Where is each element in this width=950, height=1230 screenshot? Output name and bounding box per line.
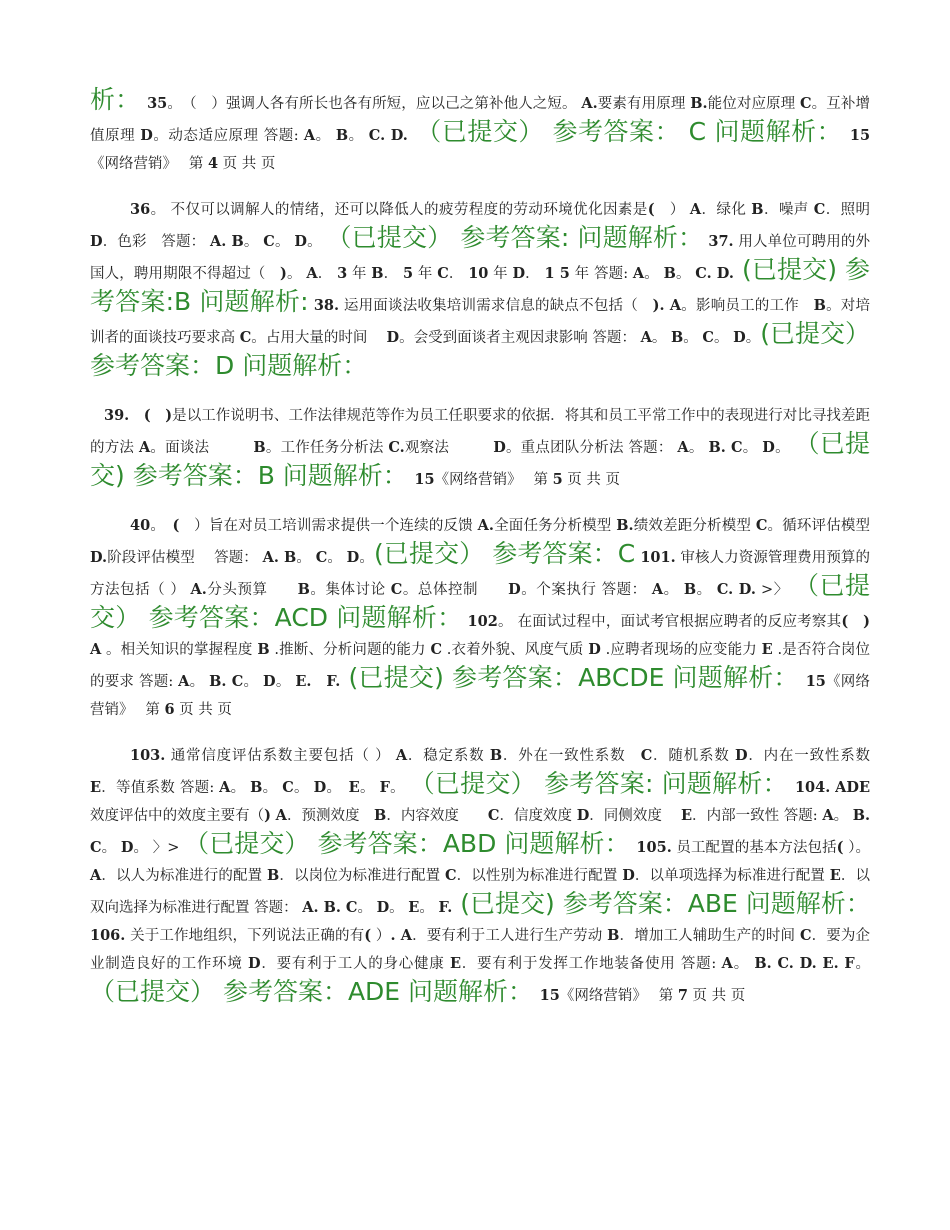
body-text: 。动态适应原理 答题: [152,128,304,144]
body-text: ．以单项选择为标准进行配置 [634,868,830,884]
body-text: ．照明 [825,202,871,218]
bold-text: A [90,867,102,884]
body-text [395,472,414,488]
bold-text: D [588,641,601,658]
bold-text: A [822,807,834,824]
question-paragraph [90,196,870,384]
bold-text: B. [690,95,708,112]
body-text: ．预测效度 [286,808,375,824]
bold-text: B [671,329,684,346]
body-text: 。 [243,234,264,250]
bold-text: C [239,329,252,346]
bold-text: C [282,779,294,796]
bold-text: A. B. C [302,899,358,916]
question-paragraph [90,742,885,1010]
body-text: 。 [742,440,763,456]
bold-text: A [90,641,102,658]
bold-text: ). A [652,297,682,314]
bold-text: 6 [164,701,175,718]
answer-status-text: （已提交） 参考答案：ACD 问题解析： [90,571,871,632]
bold-text: D [376,899,390,916]
bold-text: A [689,201,702,218]
body-text: 。占用大量的时间 [251,330,387,346]
body-text: 。 [675,266,696,282]
bold-text: 15 [414,471,435,488]
bold-text: E [829,867,841,884]
body-text: ．以性别为标准进行配置 [456,868,623,884]
body-text: 《网络营销》 第 [90,674,871,718]
body-text: 。 [389,780,410,796]
body-text: ． [448,266,469,282]
body-text [786,674,806,690]
body-text: ） [371,928,391,944]
body-text: 。 [389,900,409,916]
bold-text: 1 5 [544,265,570,282]
bold-text: B [266,867,280,884]
bold-text: ( [172,517,180,534]
body-text: 年 [413,266,438,282]
body-text: 。 [150,518,173,534]
bold-text: B [663,265,676,282]
body-text: 。 [696,582,717,598]
body-text: 。 [833,808,853,824]
bold-text: 5 [552,471,563,488]
bold-text: C [702,329,714,346]
bold-text: D [248,955,261,972]
body-text [617,840,636,856]
bold-text: A [721,955,733,972]
bold-text: ) [280,265,287,282]
question-paragraph [90,86,870,178]
bold-text: . A [390,927,412,944]
bold-text: D [493,439,506,456]
answer-status-text: （已提交） 参考答案: 问题解析： [326,223,704,252]
body-text: 。 [262,780,283,796]
bold-text: E [90,779,102,796]
body-text: 。 [774,440,795,456]
body-text: ．要有利于发挥工作地装备使用 答题: [461,956,722,972]
body-text: 是以工作说明书、工作法律规范等作为员工任职要求的依据．将其和员工平常工作中的表现进行对比寻找差距的方法 [90,408,870,456]
body-text: 。 [189,674,210,690]
bold-text: D [294,233,307,250]
body-text: 绩效差距分析模型 [633,518,756,534]
answer-status-text: (已提交) 参考答案:B 问题解析: [90,255,871,316]
bold-text: A. [581,95,598,112]
body-text: ． [525,266,545,282]
body-text: 《网络营销》 第 [434,472,553,488]
body-text: 。互补增值原理 [90,96,871,144]
body-text: ．要为企业制造良好的工作环境 [90,928,871,972]
body-text: 。 [357,900,377,916]
bold-text: A [178,673,190,690]
bold-text: 106. [90,927,126,944]
body-text: >〉 [755,582,794,598]
bold-text: ( [364,927,372,944]
body-text: ．增加工人辅助生产的时间 [619,928,800,944]
body-text: 《网络营销》 第 [90,156,208,172]
body-text: 运用面谈法收集培训需求信息的缺点不包括（ [339,298,653,314]
body-text: 。 [359,780,380,796]
bold-text: 36 [130,201,151,218]
body-text: ．绿化 [701,202,752,218]
bold-text: E [348,779,360,796]
body-text: 。 [296,550,316,566]
bold-text: D [733,329,746,346]
body-text: .是否符合岗位的要求 答题: [90,642,871,690]
question-paragraph [90,512,870,724]
bold-text: ) [863,613,870,630]
bold-text: F. [438,899,453,916]
bold-text: C [799,927,812,944]
bold-text: A [640,329,652,346]
document-page [90,85,885,1010]
body-text: 页 共 页 [174,702,232,718]
body-text: 。 [274,234,295,250]
bold-text: B. [616,517,634,534]
body-text: 。 不仅可以调解人的情绪，还可以降低人的疲劳程度的劳动环境优化因素是 [150,202,648,218]
answer-status-text: 析： [90,85,128,114]
bold-text: B [489,747,503,764]
answer-status-text: (已提交） 参考答案：C [373,539,636,568]
body-text: ．同侧效度 [589,808,681,824]
bold-text: C [755,517,768,534]
body-text: ．随机系数 [652,748,735,764]
body-text: .衣着外貌、风度气质 [442,642,589,658]
body-text: 要素有用原理 [597,96,691,112]
answer-status-text: （已提交） 参考答案：ABD 问题解析： [184,829,618,858]
body-text: 。 [359,550,374,566]
body-text: 。 〉> [133,840,185,856]
body-text: 。 [327,550,347,566]
bold-text: 4 [207,155,219,172]
body-text: ．稳定系数 [407,748,490,764]
body-text: 《网络营销》 第 [559,988,678,1004]
body-text: 全面任务分析模型 [493,518,617,534]
body-text: 效度评估中的效度主要有（ [90,808,265,824]
bold-text: D [622,867,635,884]
bold-text: A [632,265,645,282]
bold-text: 15 [849,127,871,144]
body-text: 能位对应原理 [707,96,801,112]
body-text: ． [383,266,404,282]
body-text: ．外在一致性系数 [502,748,641,764]
bold-text: E. F. [295,673,341,690]
bold-text: 101. [635,549,676,566]
body-text: 用人单位可聘用的外国人，聘用期限不得超过（ [90,234,870,282]
bold-text: ( [836,839,844,856]
body-text: 阶段评估模型 答题： [107,550,263,566]
body-text: 。 [306,234,327,250]
bold-text: A [306,265,318,282]
bold-text: C [800,95,812,112]
bold-text: A [219,779,231,796]
bold-text: B [374,807,387,824]
body-text: 关于工作地组织，下列说法正确的有 [125,928,365,944]
body-text: ．以双向选择为标准进行配置 答题： [90,868,871,916]
bold-text: ( [647,201,655,218]
bold-text: C. [388,439,405,456]
bold-text: A. B [262,549,297,566]
bold-text: C [640,747,653,764]
bold-text: D [140,127,153,144]
bold-text: B [257,641,270,658]
bold-text: 5 [403,265,414,282]
body-text: 。 [713,330,734,346]
body-text: 。 [651,330,671,346]
body-text [151,408,166,424]
body-text: 。 在面试过程中，面试考官根据应聘者的反应考察其 [497,614,842,630]
bold-text: B [335,127,349,144]
bold-text: 103. [130,747,166,764]
answer-status-text: (已提交) 参考答案：ABCDE 问题解析： [340,663,787,692]
bold-text: A [677,439,689,456]
body-text: ．以岗位为标准进行配置 [279,868,445,884]
body-text: ．要有利于工人进行生产劳动 [412,928,608,944]
body-text: ．噪声 [763,202,814,218]
bold-text: ) [264,807,272,824]
body-text: 。相关知识的掌握程度 [101,642,258,658]
bold-text: 105. [636,839,672,856]
body-text: 。 [644,266,664,282]
body-text: ．要有利于工人的身心健康 [260,956,450,972]
body-text: 。总体控制 [402,582,509,598]
body-text [128,96,147,112]
bold-text: D [346,549,360,566]
bold-text: A [138,439,151,456]
bold-text: C [263,233,275,250]
bold-text: 104. [794,779,831,796]
body-text: 。 [854,956,870,972]
body-text: 。 [243,674,264,690]
bold-text: B [607,927,620,944]
bold-text: C [813,201,826,218]
body-text: 。集体讨论 [309,582,391,598]
bold-text: A. B [210,233,244,250]
body-text: ．内容效度 [386,808,488,824]
bold-text: F [379,779,390,796]
body-text: 。 [293,780,314,796]
bold-text: B. C [708,439,743,456]
bold-text: D [90,233,103,250]
body-text: 。会受到面谈者主观因隶影响 答题： [399,330,641,346]
body-text: ．信度效度 [499,808,577,824]
body-text [858,900,873,916]
bold-text: D [508,581,521,598]
body-text: 页 共 页 [218,156,276,172]
bold-text: C [444,867,457,884]
bold-text: A. [477,517,494,534]
body-text: ．内在一致性系数 [747,748,885,764]
bold-text: 39. ( [104,407,151,424]
answer-status-text: （已提交） 参考答案: 问题解析： [409,769,776,798]
bold-text: 37. [703,233,734,250]
body-text [848,614,863,630]
bold-text: 15 [539,987,560,1004]
body-text: ． [317,266,338,282]
body-text: 页 共 页 [562,472,620,488]
body-text: 。 [732,956,755,972]
bold-text: 10 [468,265,489,282]
bold-text: D [313,779,327,796]
body-text: 。 [419,900,439,916]
body-text: 。循环评估模型 [767,518,871,534]
bold-text: D. [90,549,108,566]
bold-text: D [120,839,134,856]
body-text: 年 [347,266,372,282]
bold-text: B [253,439,266,456]
answer-status-text: (已提交） 参考答案：D 问题解析： [90,319,871,380]
body-text: 页 共 页 [687,988,746,1004]
bold-text: B [250,779,263,796]
bold-text: C [390,581,403,598]
bold-text: 15 [805,673,826,690]
body-text: 年 答题: [569,266,633,282]
body-text: 。 （ ）强调人各有所长也各有所短，应以己之第补他人之短。 [167,96,582,112]
body-text [830,128,850,144]
body-text: ）。 [843,840,871,856]
bold-text: A [395,747,408,764]
bold-text: E [680,807,693,824]
body-text: 。 [275,674,296,690]
body-text: 。 [688,440,709,456]
bold-text: C [315,549,328,566]
bold-text: D [512,265,526,282]
bold-text: B. C. D. E. F [754,955,855,972]
body-text: 。工作任务分析法 [265,440,389,456]
answer-status-text: （已提交) 参考答案：B 问题解析： [90,429,871,490]
body-text: ．等值系数 答题: [101,780,220,796]
bold-text: B [683,581,697,598]
body-text: 。 [663,582,684,598]
answer-status-text: （已提交） 参考答案： C 问题解析： [407,117,830,146]
body-text: ．内部一致性 答题: [692,808,823,824]
body-text: ．以人为标准进行的配置 [101,868,267,884]
body-text: .推断、分析问题的能力 [269,642,431,658]
body-text: ．色彩 答题： [102,234,210,250]
bold-text: 40 [130,517,151,534]
body-text: 。 [683,330,703,346]
bold-text: 7 [677,987,688,1004]
bold-text: C. D. [695,265,734,282]
body-text: 。 [230,780,251,796]
body-text: 。 [101,840,121,856]
bold-text: A [303,127,316,144]
bold-text: D [386,329,400,346]
bold-text: D [734,747,748,764]
question-paragraph [90,402,870,494]
bold-text: ADE [835,779,871,796]
bold-text: 3 [337,265,348,282]
answer-status-text: （已提交） 参考答案：ADE 问题解析： [90,977,521,1006]
bold-text: B [297,581,310,598]
body-text: 。面谈法 [150,440,254,456]
body-text: 。 [326,780,349,796]
bold-text: C [430,641,443,658]
body-text: 通常信度评估系数主要包括（ ） [165,748,396,764]
body-text: 观察法 [404,440,494,456]
body-text: 。重点团队分析法 答题： [505,440,678,456]
bold-text: A [275,807,287,824]
body-text: 。 [348,128,369,144]
bold-text: 35 [147,95,168,112]
bold-text: E [761,641,773,658]
bold-text: B [751,201,764,218]
bold-text: C. D. [368,127,408,144]
bold-text: 38. [308,297,340,314]
body-text: 。 [286,266,307,282]
bold-text: ( [841,613,849,630]
bold-text: E [449,955,461,972]
bold-text: B. C [90,807,871,856]
body-text: 。个案执行 答题： [520,582,652,598]
bold-text: C. D. [716,581,756,598]
body-text [521,988,540,1004]
bold-text: 102 [462,613,498,630]
bold-text: B [813,297,826,314]
bold-text: E [408,899,420,916]
bold-text: D [263,673,276,690]
body-text: 。 [315,128,336,144]
body-text: 员工配置的基本方法包括 [671,840,837,856]
body-text [775,780,795,796]
body-text: 分头预算 [206,582,298,598]
body-text: 审核人力资源管理费用预算的方法包括（ ） [90,550,871,598]
bold-text: D [762,439,775,456]
body-text: ） [654,202,690,218]
body-text: 。影响员工的工作 [681,298,814,314]
bold-text: A. [190,581,207,598]
bold-text: C [487,807,500,824]
bold-text: B [371,265,384,282]
bold-text: ) [165,407,173,424]
body-text: 。对培训者的面谈技巧要求高 [90,298,871,346]
body-text: ）旨在对员工培训需求提供一个连续的反馈 [179,518,478,534]
body-text: 。 [745,330,761,346]
body-text: .应聘者现场的应变能力 [600,642,762,658]
answer-status-text: (已提交) 参考答案：ABE 问题解析： [452,889,859,918]
bold-text: C [437,265,449,282]
bold-text: D [576,807,590,824]
bold-text: A [651,581,664,598]
bold-text: B. C [209,673,244,690]
body-text: 年 [488,266,513,282]
